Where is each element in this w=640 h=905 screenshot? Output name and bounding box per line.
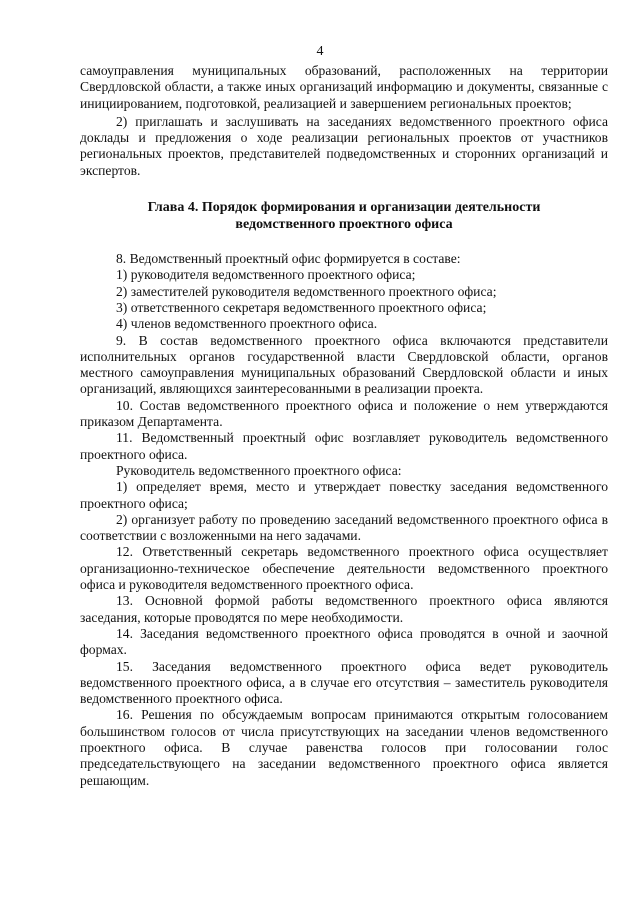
chapter-heading-line1: Глава 4. Порядок формирования и организации деятельности xyxy=(147,200,541,216)
paragraph-continuation: самоуправления муниципальных образований, расположенных на территории Свердловской области, а также иных организаций информацию и документы, связанные с инициированием, подготовкой, реализацией и завершением региональных проектов; xyxy=(80,63,608,111)
paragraph-11-item-1: 1) определяет время, место и утверждает повестку заседания ведомственного проектного офиса; xyxy=(80,479,608,511)
paragraph-8-item-3: 3) ответственного секретаря ведомственного проектного офиса; xyxy=(116,299,487,315)
page-number: 4 xyxy=(316,44,324,59)
paragraph-8: 8. Ведомственный проектный офис формируется в составе: xyxy=(116,251,461,267)
paragraph-8-item-4: 4) членов ведомственного проектного офиса. xyxy=(116,316,378,332)
paragraph-11-item-2: 2) организует работу по проведению заседаний ведомственного проектного офиса в соответствии с возложенными на него задачами. xyxy=(80,511,608,544)
paragraph-invite-item: 2) приглашать и заслушивать на заседаниях ведомственного проектного офиса доклады и предложения о ходе реализации региональных проектов от участников региональных проектов, представителей подведомственных и сторонних организаций и экспертов. xyxy=(80,113,608,178)
paragraph-12: 12. Ответственный секретарь ведомственного проектного офиса осуществляет организационно-техническое обеспечение деятельности ведомственного проектного офиса и руководителя ведомственного проектного офиса. xyxy=(80,544,608,593)
chapter-heading xyxy=(80,199,608,233)
chapter-heading-line2: ведомственного проектного офиса xyxy=(235,217,453,233)
paragraph-9: 9. В состав ведомственного проектного офиса включаются представители исполнительных органов государственной власти Свердловской области, органов местного самоуправления муниципальных образований Свердловской области и иных организаций, являющихся заинтересованными в реализации проекта. xyxy=(80,332,608,397)
paragraph-15: 15. Заседания ведомственного проектного офиса ведет руководитель ведомственного проектного офиса, а в случае его отсутствия – заместитель руководителя ведомственного проектного офиса. xyxy=(80,658,608,707)
paragraph-11-head-duties: Руководитель ведомственного проектного офиса: xyxy=(116,462,402,478)
paragraph-8-item-1: 1) руководителя ведомственного проектного офиса; xyxy=(116,267,416,283)
paragraph-8-item-2: 2) заместителей руководителя ведомственного проектного офиса; xyxy=(116,283,497,299)
paragraph-16: 16. Решения по обсуждаемым вопросам принимаются открытым голосованием большинством голосов от числа присутствующих на заседании членов ведомственного проектного офиса. В случае равенства голосов при голосовании голос председательствующего на заседании ведомственного проектного офиса является решающим. xyxy=(80,707,608,788)
paragraph-14: 14. Заседания ведомственного проектного офиса проводятся в очной и заочной формах. xyxy=(80,625,608,658)
paragraph-10: 10. Состав ведомственного проектного офиса и положение о нем утверждаются приказом Департамента. xyxy=(80,397,608,430)
paragraph-13: 13. Основной формой работы ведомственного проектного офиса являются заседания, которые проводятся по мере необходимости. xyxy=(80,593,608,625)
page-content xyxy=(80,63,608,789)
paragraph-11: 11. Ведомственный проектный офис возглавляет руководитель ведомственного проектного офиса. xyxy=(80,430,608,462)
